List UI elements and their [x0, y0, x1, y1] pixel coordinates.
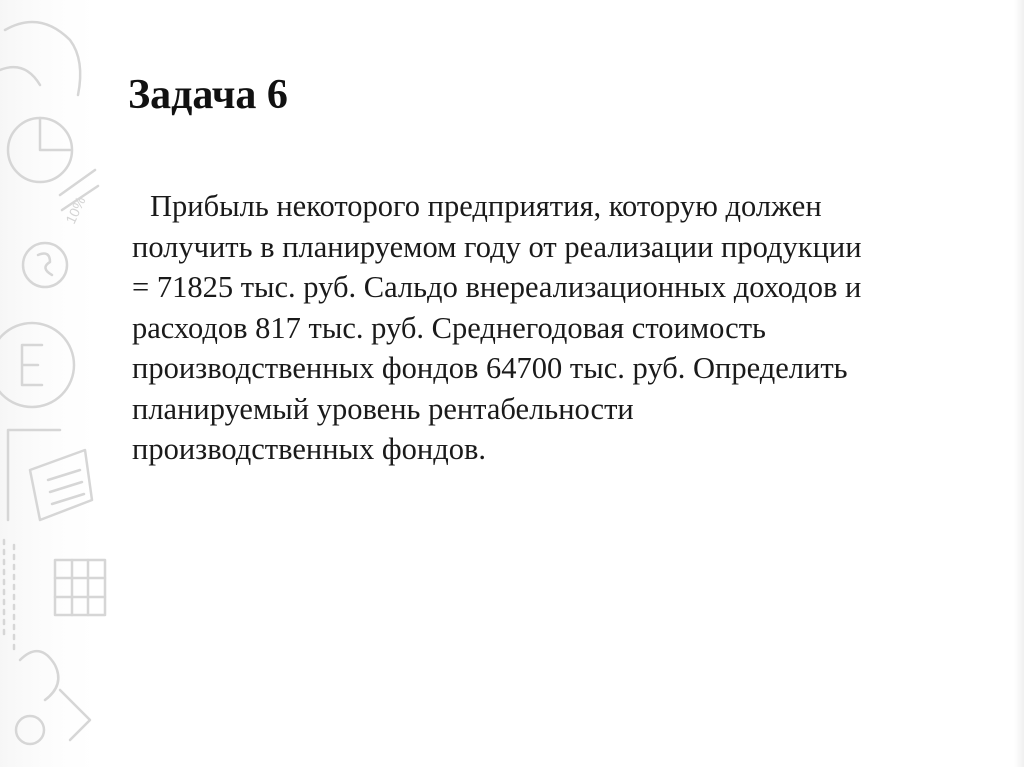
task-paragraph: [132, 186, 972, 470]
slide-edge-shadow: [1014, 0, 1024, 767]
background-doodle-decoration: [0, 0, 110, 767]
paragraph-line: расходов 817 тыс. руб. Среднегодовая стоимость: [132, 310, 766, 345]
paragraph-line: Прибыль некоторого предприятия, которую должен: [150, 189, 822, 223]
slide-title: Задача 6: [128, 72, 288, 118]
paragraph-line: получить в планируемом году от реализации продукции: [132, 229, 862, 264]
paragraph-line: = 71825 тыс. руб. Сальдо внереализационных доходов и: [132, 270, 862, 304]
paragraph-line: планируемый уровень рентабельности: [132, 391, 634, 426]
paragraph-line: производственных фондов.: [132, 432, 487, 466]
decor-percent-text: 10%: [62, 194, 89, 227]
paragraph-line: производственных фондов 64700 тыс. руб. Определить: [132, 351, 848, 385]
